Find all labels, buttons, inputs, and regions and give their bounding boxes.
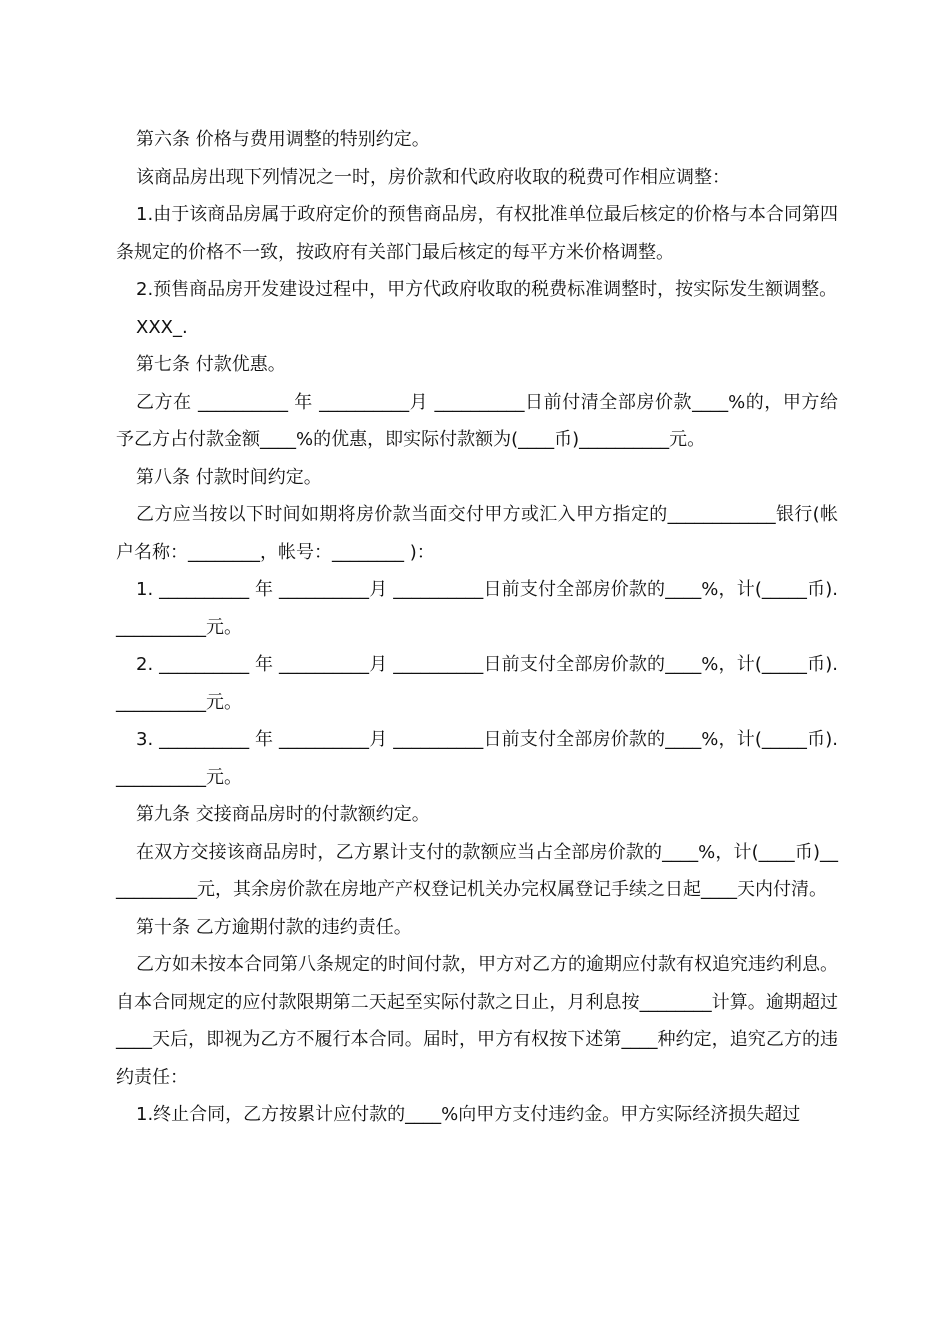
- document-body: [116, 121, 838, 1134]
- paragraph: 1. __________ 年 __________月 __________日前支付全部房价款的____%，计(_____币). __________元。: [116, 579, 838, 638]
- article-8-heading: 第八条 付款时间约定。: [136, 466, 322, 488]
- paragraph: 乙方在 __________ 年 __________月 __________日前付清全部房价款____%的，甲方给予乙方占付款金额____%的优惠，即实际付款额为(____币)__________元。: [116, 391, 838, 450]
- article-10-heading: 第十条 乙方逾期付款的违约责任。: [136, 916, 412, 938]
- paragraph: 乙方应当按以下时间如期将房价款当面交付甲方或汇入甲方指定的____________银行(帐户名称：________，帐号：________ )：: [116, 504, 838, 563]
- paragraph: 该商品房出现下列情况之一时，房价款和代政府收取的税费可作相应调整：: [136, 166, 730, 188]
- paragraph: 2. __________ 年 __________月 __________日前支付全部房价款的____%，计(_____币). __________元。: [116, 654, 838, 713]
- paragraph: 1.由于该商品房属于政府定价的预售商品房，有权批准单位最后核定的价格与本合同第四条规定的价格不一致，按政府有关部门最后核定的每平方米价格调整。: [116, 204, 838, 263]
- paragraph: 3. __________ 年 __________月 __________日前支付全部房价款的____%，计(_____币). __________元。: [116, 729, 838, 788]
- paragraph: 2.预售商品房开发建设过程中，甲方代政府收取的税费标准调整时，按实际发生额调整。: [136, 279, 838, 300]
- article-9-heading: 第九条 交接商品房时的付款额约定。: [136, 804, 430, 825]
- paragraph: 在双方交接该商品房时，乙方累计支付的款额应当占全部房价款的____%，计(____币)___________元，其余房价款在房地产产权登记机关办完权属登记手续之日起____天内付清。: [116, 841, 838, 900]
- paragraph: XXX_.: [136, 316, 188, 338]
- paragraph: 1.终止合同，乙方按累计应付款的____%向甲方支付违约金。甲方实际经济损失超过: [136, 1104, 801, 1125]
- paragraph: 乙方如未按本合同第八条规定的时间付款，甲方对乙方的逾期应付款有权追究违约利息。自本合同规定的应付款限期第二天起至实际付款之日止，月利息按________计算。逾期超过____天后，即视为乙方不履行本合同。届时，甲方有权按下述第____种约定，追究乙方的违约责任：: [116, 954, 838, 1088]
- article-6-heading: 第六条 价格与费用调整的特别约定。: [136, 129, 430, 150]
- article-7-heading: 第七条 付款优惠。: [136, 354, 286, 375]
